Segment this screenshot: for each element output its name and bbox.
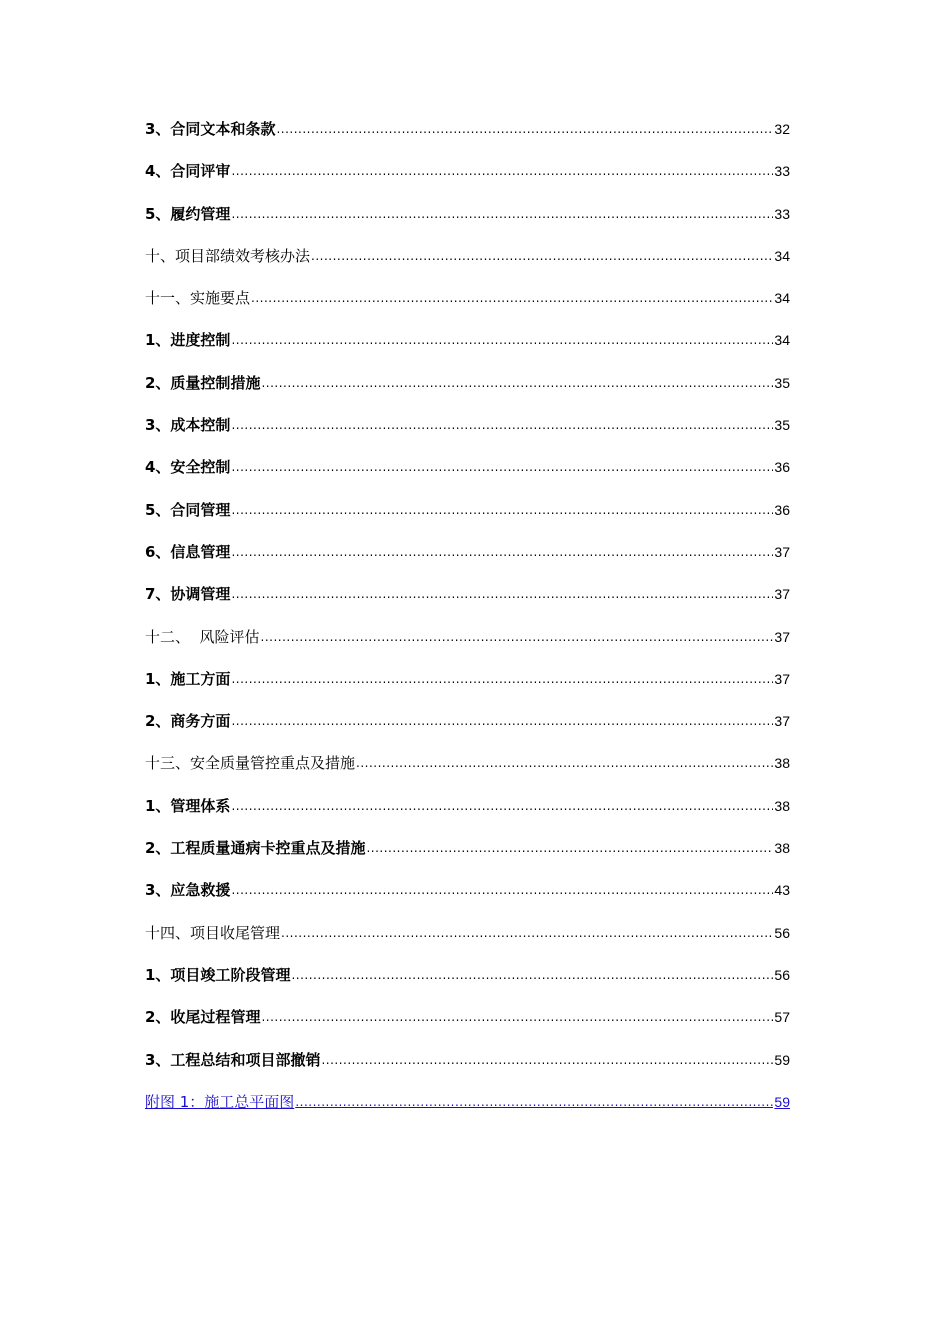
toc-dot-leader xyxy=(231,700,773,742)
toc-dot-leader xyxy=(231,785,773,827)
toc-entry[interactable] xyxy=(145,404,790,446)
toc-entry[interactable] xyxy=(145,489,790,531)
toc-dot-leader xyxy=(231,658,773,700)
toc-entry-page: 37 xyxy=(774,543,790,560)
toc-entry-title: 2、工程质量通病卡控重点及措施 xyxy=(145,839,366,858)
toc-dot-leader xyxy=(231,446,773,488)
toc-entry-title: 5、履约管理 xyxy=(145,204,231,223)
toc-entry[interactable] xyxy=(145,277,790,319)
toc-entry-page: 33 xyxy=(774,205,790,222)
toc-entry[interactable] xyxy=(145,150,790,192)
toc-dot-leader xyxy=(291,954,773,996)
toc-entry-title: 十一、实施要点 xyxy=(145,289,251,308)
toc-entry-title: 十三、安全质量管控重点及措施 xyxy=(145,754,356,773)
toc-entry-page: 38 xyxy=(774,755,790,772)
toc-entry-title: 十四、项目收尾管理 xyxy=(145,923,281,942)
toc-entry-page: 35 xyxy=(774,417,790,434)
toc-dot-leader xyxy=(366,827,773,869)
toc-entry-title: 3、工程总结和项目部撤销 xyxy=(145,1050,321,1069)
toc-dot-leader xyxy=(231,573,773,615)
toc-entry-page: 34 xyxy=(774,290,790,307)
toc-entry-page: 33 xyxy=(774,163,790,180)
toc-dot-leader xyxy=(321,1039,773,1081)
toc-entry-title: 4、合同评审 xyxy=(145,162,231,181)
toc-entry[interactable] xyxy=(145,193,790,235)
toc-entry-page: 37 xyxy=(774,628,790,645)
toc-dot-leader xyxy=(261,996,773,1038)
toc-entry-title: 2、收尾过程管理 xyxy=(145,1008,261,1027)
toc-dot-leader xyxy=(261,362,773,404)
toc-entry[interactable] xyxy=(145,996,790,1038)
toc-entry[interactable] xyxy=(145,573,790,615)
toc-dot-leader xyxy=(276,108,773,150)
toc-dot-leader xyxy=(231,489,773,531)
toc-entry[interactable] xyxy=(145,362,790,404)
toc-entry-page: 35 xyxy=(774,374,790,391)
toc-entry-page: 59 xyxy=(774,1051,790,1068)
toc-entry-page: 56 xyxy=(774,966,790,983)
toc-entry-title: 6、信息管理 xyxy=(145,542,231,561)
toc-dot-leader xyxy=(311,235,773,277)
toc-entry-page: 43 xyxy=(774,882,790,899)
toc-entry[interactable] xyxy=(145,319,790,361)
toc-entry-page: 38 xyxy=(774,797,790,814)
toc-entry[interactable] xyxy=(145,108,790,150)
toc-entry[interactable] xyxy=(145,531,790,573)
toc-entry-page: 37 xyxy=(774,670,790,687)
toc-dot-leader xyxy=(261,616,774,658)
toc-entry-page: 34 xyxy=(774,332,790,349)
toc-entry-title: 十二、 风险评估 xyxy=(145,627,260,646)
toc-entry-title: 3、应急救援 xyxy=(145,881,231,900)
toc-dot-leader xyxy=(231,531,773,573)
toc-entry-title: 4、安全控制 xyxy=(145,458,231,477)
toc-entry-page: 37 xyxy=(774,713,790,730)
toc-entry[interactable] xyxy=(145,954,790,996)
toc-entry-page: 56 xyxy=(774,924,790,941)
toc-entry[interactable] xyxy=(145,658,790,700)
toc-entry-link-site-plan[interactable] xyxy=(145,1081,790,1123)
toc-entry[interactable] xyxy=(145,446,790,488)
toc-entry[interactable] xyxy=(145,827,790,869)
toc-entry-title: 3、合同文本和条款 xyxy=(145,120,276,138)
toc-entry-title: 十、项目部绩效考核办法 xyxy=(145,246,311,265)
toc-entry-page: 36 xyxy=(774,501,790,518)
toc-entry[interactable] xyxy=(145,700,790,742)
toc-entry-title: 1、管理体系 xyxy=(145,796,231,815)
toc-dot-leader xyxy=(356,742,773,784)
toc-entry-page: 57 xyxy=(774,1009,790,1026)
toc-dot-leader xyxy=(231,404,773,446)
toc-entry-title: 1、项目竣工阶段管理 xyxy=(145,965,291,984)
table-of-contents xyxy=(145,108,790,1123)
toc-entry-title: 7、协调管理 xyxy=(145,585,231,604)
toc-entry-title: 5、合同管理 xyxy=(145,500,231,519)
toc-dot-leader xyxy=(231,150,773,192)
toc-entry-page: 32 xyxy=(774,121,790,137)
toc-dot-leader xyxy=(281,912,773,954)
toc-link-title[interactable]: 附图 1：施工总平面图 xyxy=(145,1092,295,1111)
toc-entry-title: 1、进度控制 xyxy=(145,331,231,350)
toc-entry-page: 36 xyxy=(774,459,790,476)
toc-dot-leader xyxy=(295,1081,773,1123)
toc-entry-title: 3、成本控制 xyxy=(145,416,231,435)
toc-entry-title: 2、商务方面 xyxy=(145,712,231,731)
toc-dot-leader xyxy=(231,869,773,911)
toc-dot-leader xyxy=(231,193,773,235)
toc-entry-page: 34 xyxy=(774,247,790,264)
toc-entry[interactable] xyxy=(145,785,790,827)
toc-entry[interactable] xyxy=(145,912,790,954)
toc-dot-leader xyxy=(251,277,773,319)
toc-entry[interactable] xyxy=(145,1039,790,1081)
toc-entry-title: 1、施工方面 xyxy=(145,669,231,688)
toc-entry-title: 2、质量控制措施 xyxy=(145,373,261,392)
toc-entry-page: 37 xyxy=(774,586,790,603)
toc-entry[interactable] xyxy=(145,616,790,658)
toc-link-page[interactable]: 59 xyxy=(774,1093,790,1110)
toc-dot-leader xyxy=(231,319,773,361)
toc-entry[interactable] xyxy=(145,869,790,911)
toc-entry-page: 38 xyxy=(774,840,790,857)
toc-entry[interactable] xyxy=(145,742,790,784)
toc-entry[interactable] xyxy=(145,235,790,277)
